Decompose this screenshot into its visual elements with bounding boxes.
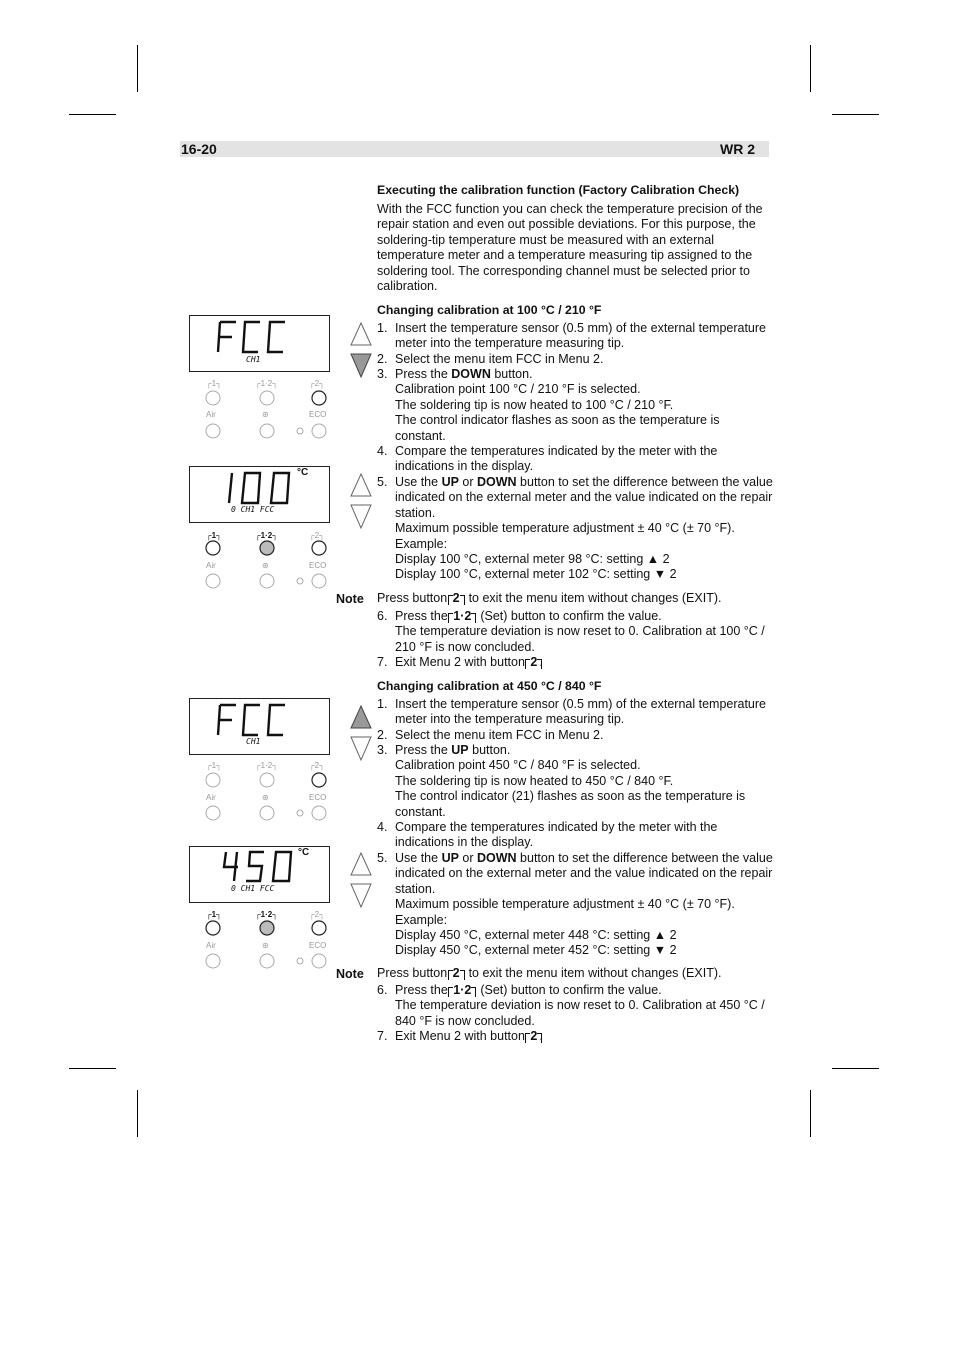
arrow-buttons	[350, 322, 374, 387]
down-arrow-icon	[351, 505, 371, 528]
up-arrow-icon	[351, 706, 371, 728]
down-arrow-icon	[351, 354, 371, 377]
svg-text:┌1┐: ┌1┐	[206, 910, 222, 919]
button-panel	[189, 908, 329, 983]
svg-text:┌1┐: ┌1┐	[206, 379, 222, 388]
svg-text:ECO: ECO	[309, 941, 327, 950]
section-heading: Changing calibration at 450 °C / 840 °F	[377, 679, 602, 693]
svg-text:┌1┐: ┌1┐	[206, 761, 222, 770]
svg-text:┌2┐: ┌2┐	[309, 531, 325, 540]
page-header	[180, 141, 769, 157]
lcd-display	[189, 466, 330, 523]
lcd-unit: °C	[298, 847, 310, 858]
button-panel	[189, 529, 329, 604]
lcd-sub-text: CH1	[246, 355, 261, 364]
note-label: Note	[336, 967, 364, 981]
button-panel	[189, 759, 329, 834]
crop-mark	[832, 114, 879, 115]
lcd-display	[189, 698, 330, 755]
lcd-unit: °C	[297, 467, 309, 478]
intro-paragraph: With the FCC function you can check the temperature precision of the repair station and even out possible deviations. For this purpose, the soldering-tip temperature must be measured with an external temperature meter and a temperature measuring tip assigned to the soldering tool. The corresponding channel must be selected prior to calibration.	[377, 202, 763, 294]
section-heading: Changing calibration at 100 °C / 210 °F	[377, 303, 602, 317]
model-name: WR 2	[720, 141, 755, 157]
panel-graphics	[189, 529, 329, 595]
down-arrow-icon	[351, 737, 371, 760]
crop-mark	[810, 1090, 811, 1137]
panel-graphics	[189, 377, 329, 443]
svg-text:┌1·2┐: ┌1·2┐	[255, 761, 278, 770]
note-text: Press button 2 to exit the menu item without changes (EXIT).	[377, 591, 722, 605]
crop-mark	[137, 1090, 138, 1137]
crop-mark	[810, 45, 811, 92]
button-panel	[189, 377, 329, 452]
svg-text:⊛: ⊛	[262, 941, 269, 950]
lcd-display	[189, 315, 330, 372]
svg-text:⊛: ⊛	[262, 410, 269, 419]
down-arrow-icon	[351, 884, 371, 907]
svg-text:┌1·2┐: ┌1·2┐	[255, 910, 278, 919]
svg-text:┌2┐: ┌2┐	[309, 379, 325, 388]
svg-text:┌2┐: ┌2┐	[309, 910, 325, 919]
svg-text:ECO: ECO	[309, 561, 327, 570]
page-number: 16-20	[181, 141, 217, 157]
svg-text:┌1·2┐: ┌1·2┐	[255, 379, 278, 388]
svg-text:Air: Air	[206, 793, 216, 802]
crop-mark	[69, 1068, 116, 1069]
crop-mark	[69, 114, 116, 115]
svg-text:┌1·2┐: ┌1·2┐	[255, 531, 278, 540]
svg-text:Air: Air	[206, 941, 216, 950]
lcd-sub-text: 0 CH1 FCC	[231, 884, 275, 893]
svg-text:Air: Air	[206, 410, 216, 419]
note-text: Press button 2 to exit the menu item without changes (EXIT).	[377, 966, 722, 980]
panel-graphics	[189, 908, 329, 974]
lcd-sub-text: 0 CH1 FCC	[231, 505, 275, 514]
note-label: Note	[336, 592, 364, 606]
up-arrow-icon	[351, 474, 371, 496]
svg-text:ECO: ECO	[309, 410, 327, 419]
up-arrow-icon	[351, 853, 371, 875]
svg-text:┌2┐: ┌2┐	[309, 761, 325, 770]
up-arrow-icon	[351, 323, 371, 345]
arrow-buttons	[350, 705, 374, 770]
svg-text:⊛: ⊛	[262, 561, 269, 570]
svg-text:ECO: ECO	[309, 793, 327, 802]
section-heading: Executing the calibration function (Factory Calibration Check)	[377, 183, 740, 197]
lcd-display	[189, 846, 330, 903]
arrow-buttons	[350, 473, 374, 538]
crop-mark	[832, 1068, 879, 1069]
panel-graphics	[189, 759, 329, 825]
crop-mark	[137, 45, 138, 92]
arrow-buttons	[350, 852, 374, 917]
svg-text:Air: Air	[206, 561, 216, 570]
svg-text:┌1┐: ┌1┐	[206, 531, 222, 540]
svg-text:⊛: ⊛	[262, 793, 269, 802]
lcd-sub-text: CH1	[246, 737, 261, 746]
